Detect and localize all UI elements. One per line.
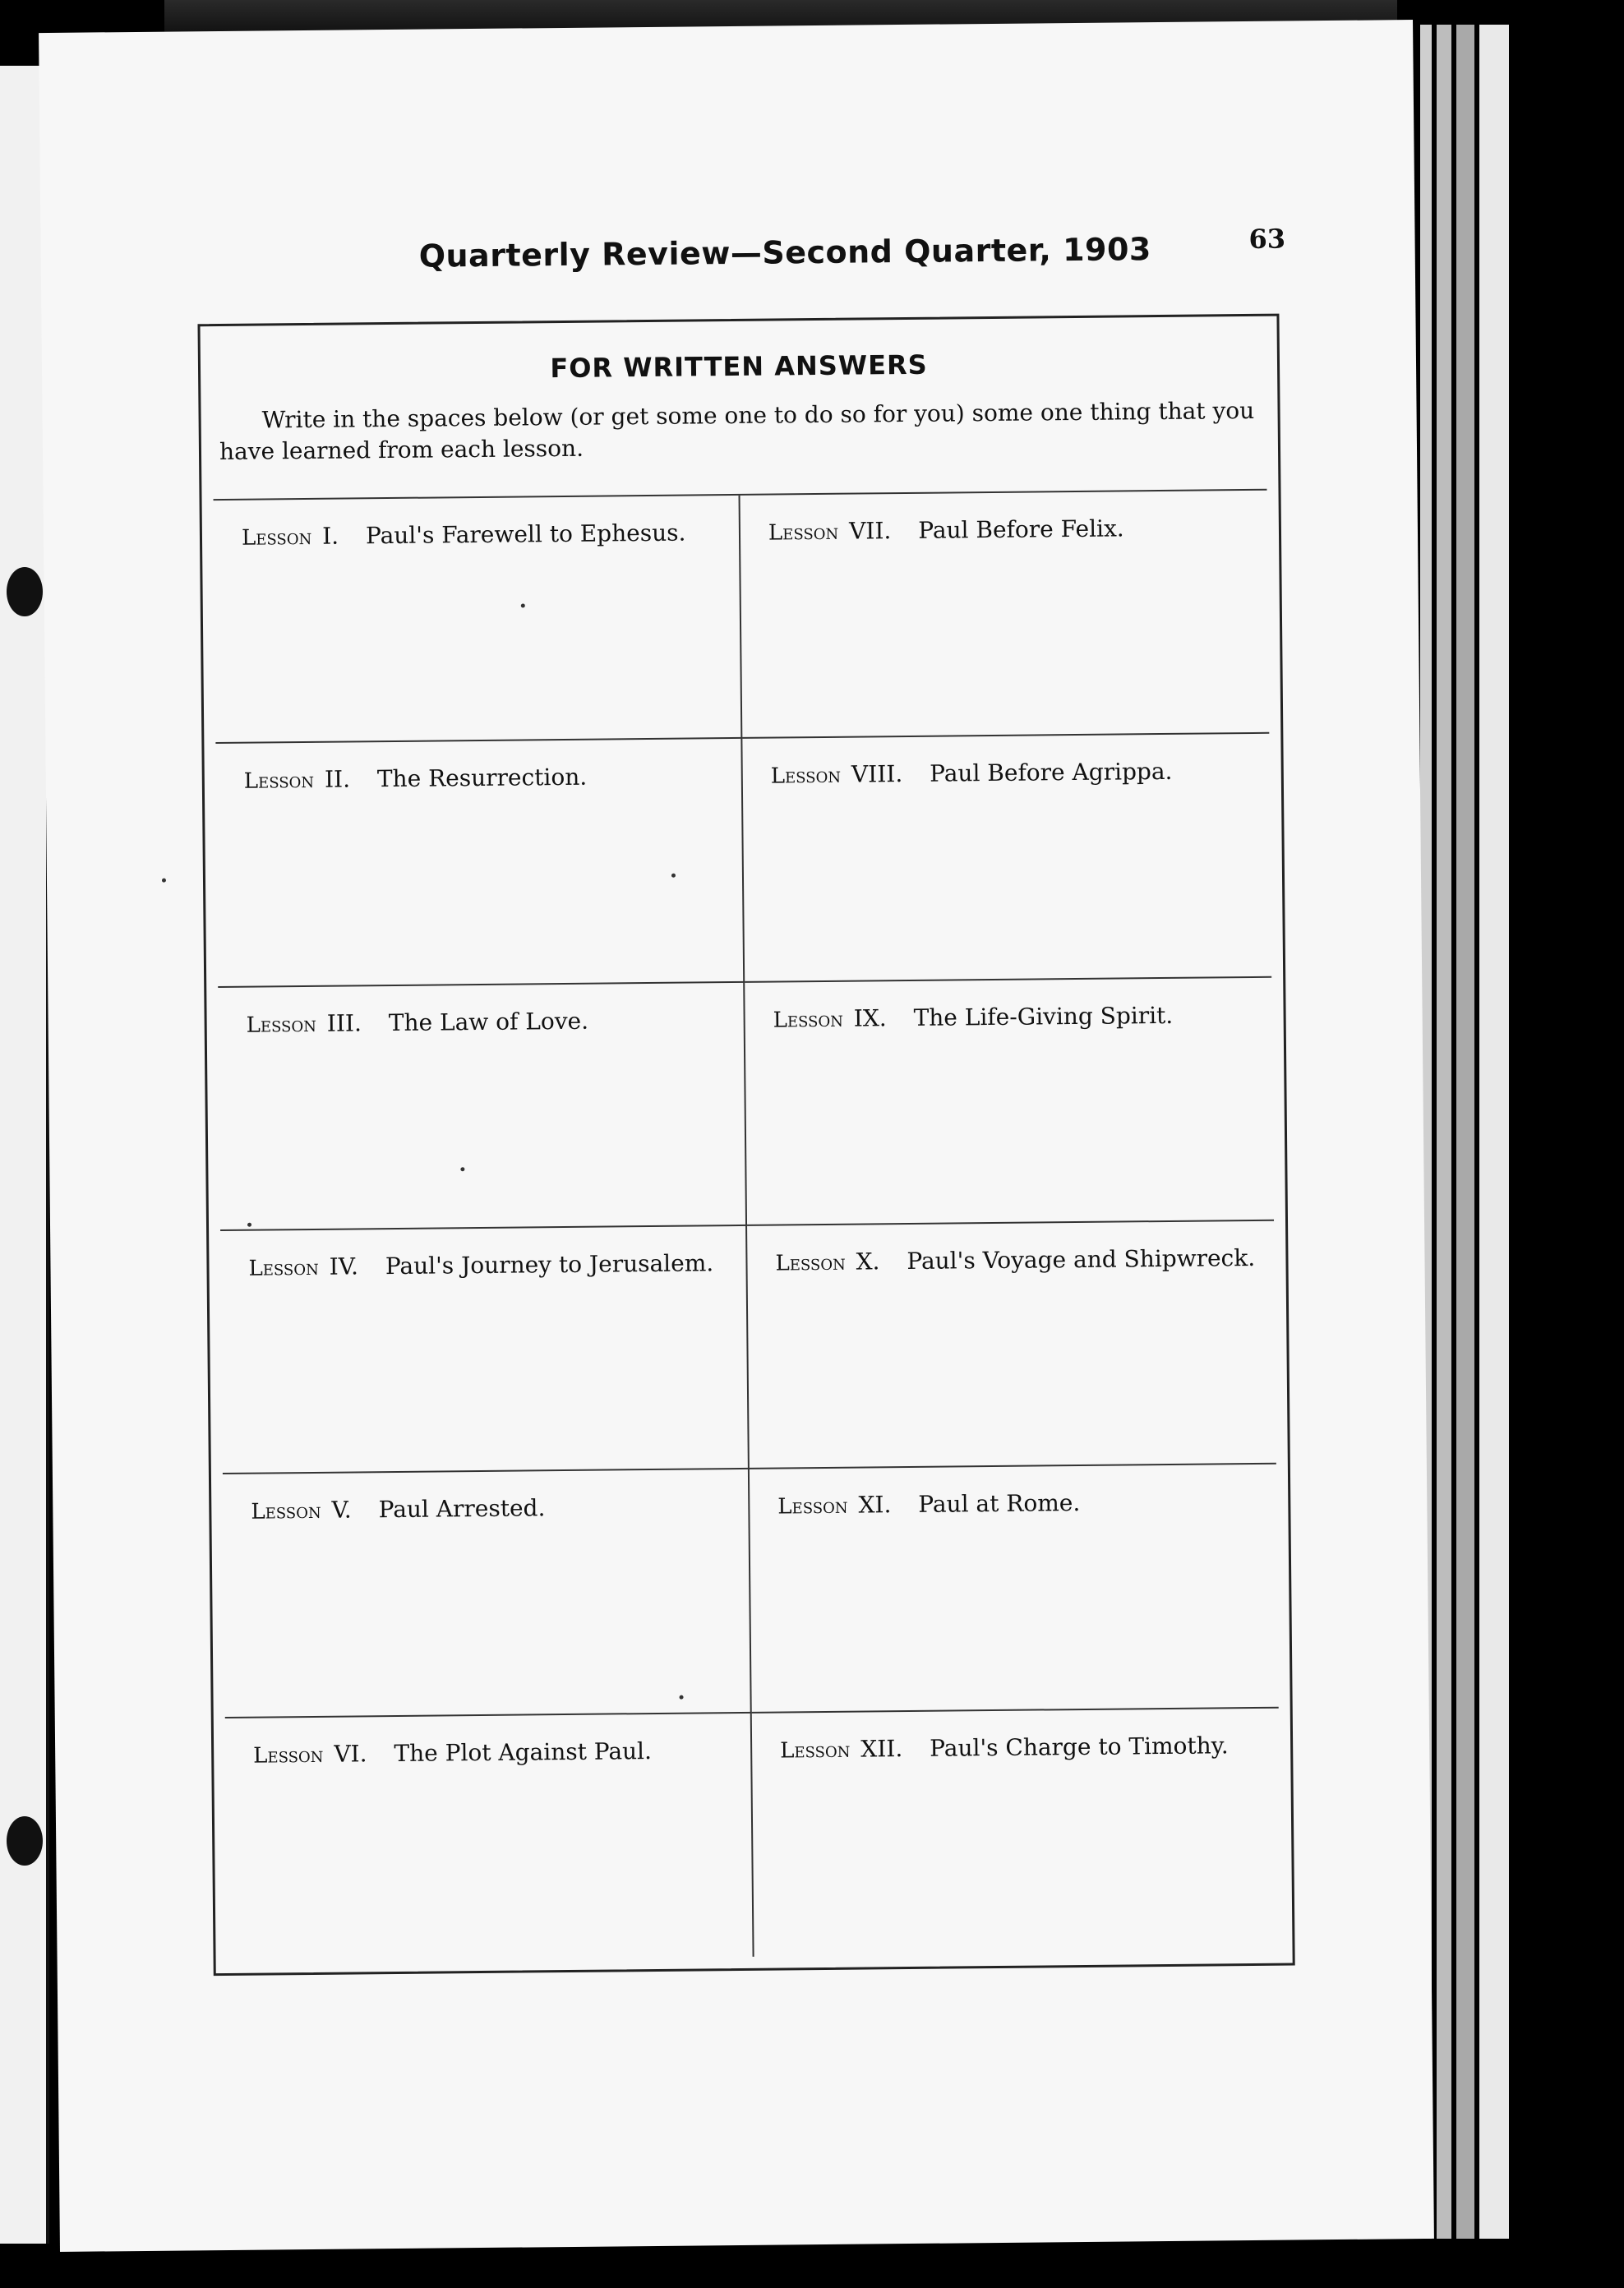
lesson-title: The Resurrection. [376, 763, 588, 793]
lesson-label: Lesson [775, 1250, 846, 1276]
lesson-title: Paul's Farewell to Ephesus. [365, 519, 686, 550]
lesson-number: VIII. [851, 760, 903, 788]
lesson-answer-grid [214, 489, 1281, 1962]
lesson-number: VII. [848, 517, 892, 545]
binding-hole [7, 1816, 43, 1866]
page-stack-edge [1456, 25, 1474, 2239]
page-stack-edge [1479, 25, 1509, 2239]
ink-speck [680, 1695, 684, 1700]
lesson-answer-space[interactable] [747, 1221, 1276, 1469]
ink-speck [521, 603, 525, 607]
form-title: FOR WRITTEN ANSWERS [550, 348, 928, 385]
page-number: 63 [1248, 223, 1286, 255]
lesson-title: Paul's Journey to Jerusalem. [385, 1249, 714, 1280]
lesson-number: V. [331, 1496, 352, 1525]
lesson-number: XII. [860, 1734, 903, 1763]
ink-speck [162, 879, 166, 883]
lesson-number: X. [856, 1248, 880, 1275]
lesson-number: VI. [334, 1740, 367, 1768]
page-stack-edge [1437, 25, 1451, 2239]
lesson-label: Lesson [243, 768, 315, 795]
lesson-answer-space[interactable] [218, 983, 747, 1231]
ink-speck [460, 1167, 464, 1171]
lesson-title: Paul at Rome. [918, 1489, 1081, 1519]
lesson-answer-space[interactable] [225, 1714, 754, 1962]
lesson-answer-space[interactable] [742, 734, 1271, 982]
lesson-label: Lesson [777, 1494, 848, 1520]
lesson-answer-space[interactable] [220, 1226, 750, 1474]
lesson-answer-space[interactable] [740, 491, 1270, 739]
lesson-title: Paul's Charge to Timothy. [930, 1731, 1229, 1762]
lesson-label: Lesson [773, 1007, 844, 1033]
lesson-label: Lesson [253, 1742, 324, 1769]
lesson-number: XI. [858, 1491, 892, 1519]
lesson-answer-space[interactable] [752, 1708, 1281, 1956]
lesson-title: The Law of Love. [388, 1007, 589, 1036]
lesson-title: The Plot Against Paul. [394, 1737, 653, 1767]
lesson-label: Lesson [241, 524, 312, 551]
lesson-title: Paul's Voyage and Shipwreck. [907, 1243, 1256, 1275]
lesson-title: Paul Before Agrippa. [930, 758, 1173, 788]
lesson-answer-space[interactable] [745, 977, 1274, 1225]
lesson-title: Paul Arrested. [378, 1494, 546, 1524]
lesson-answer-space[interactable] [750, 1465, 1279, 1713]
lesson-label: Lesson [780, 1737, 851, 1764]
ink-speck [671, 874, 676, 878]
written-answers-form [197, 314, 1294, 1977]
lesson-number: III. [326, 1009, 362, 1037]
lesson-label: Lesson [246, 1012, 317, 1038]
lesson-answer-space[interactable] [214, 496, 743, 744]
form-instructions: Write in the spaces below (or get some one to do so for you) some one thing that you have learned from each lesson. [219, 396, 1255, 465]
document-page [39, 20, 1434, 2252]
binding-hole [7, 567, 43, 616]
lesson-label: Lesson [248, 1255, 319, 1281]
lesson-label: Lesson [770, 763, 842, 789]
lesson-answer-space[interactable] [223, 1469, 752, 1718]
ink-speck [247, 1223, 251, 1227]
lesson-label: Lesson [251, 1499, 321, 1525]
lesson-title: The Life-Giving Spirit. [913, 1001, 1174, 1031]
lesson-number: IX. [853, 1003, 887, 1032]
lesson-answer-space[interactable] [215, 739, 745, 987]
lesson-number: I. [321, 522, 339, 550]
lesson-number: IV. [329, 1252, 359, 1280]
lesson-title: Paul Before Felix. [918, 514, 1124, 544]
lesson-number: II. [324, 765, 351, 794]
lesson-label: Lesson [768, 519, 839, 546]
running-head: Quarterly Review—Second Quarter, 1903 [418, 231, 1152, 274]
